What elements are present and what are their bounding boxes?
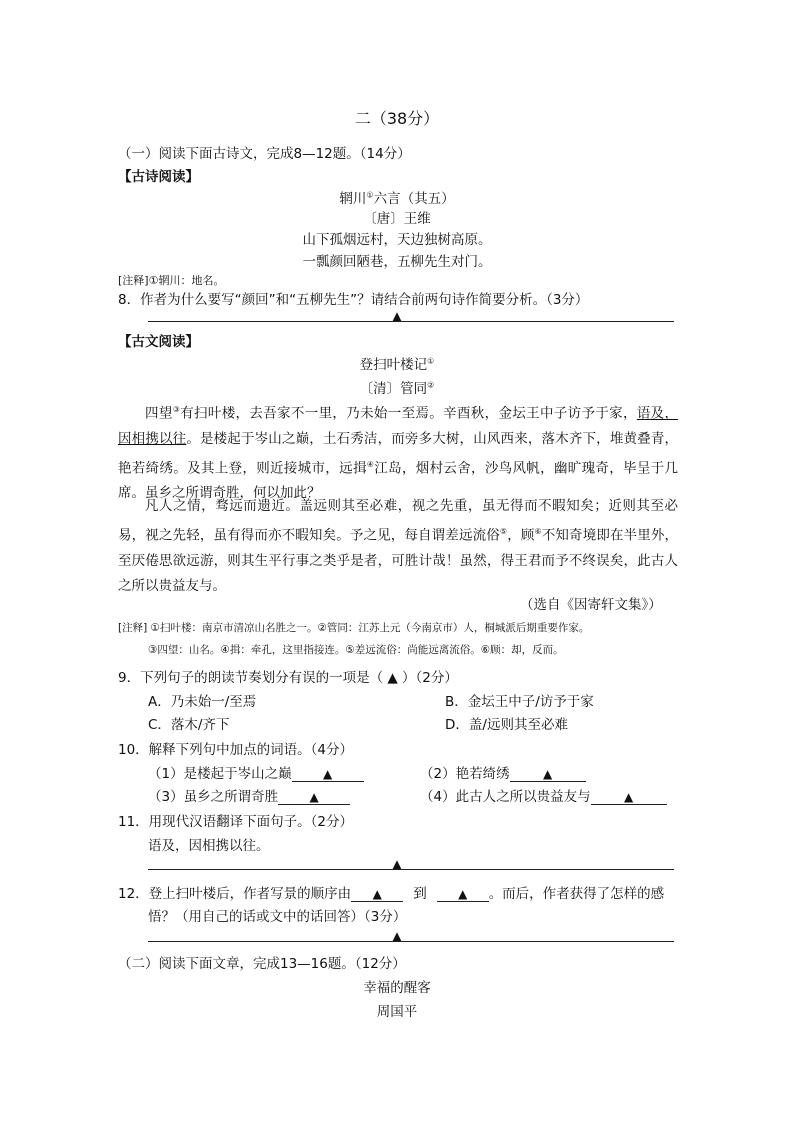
q9-option-b[interactable]: B．金坛王中子/访予于家 [445, 694, 594, 710]
question-10: 10．解释下列句中加点的词语。（4分） [118, 742, 354, 758]
prose-p1-a: 四望 [145, 405, 173, 422]
prose-p2-a: 凡人之情，骛远而遗近。盖远则其至必难，视之先重，虽无得而不暇知矣；近则其至必易，视之先轻，虽有得而亦不暇知矣。予之见，每自谓差远流俗 [118, 498, 678, 544]
q10-item-2-text: （2）艳若绮绣 [420, 766, 510, 782]
q10-item-3 [148, 785, 350, 805]
q10-item-3-text: （3）虽乡之所谓奇胜 [148, 789, 279, 805]
q9-option-a[interactable]: A．乃未始一/至焉 [148, 694, 257, 710]
q11-sentence: 语及，因相携以往。 [148, 838, 270, 854]
prose-note-line-1: [注释] ①扫叶楼：南京市清凉山名胜之一。②管同：江苏上元（今南京市）人，桐城派后期重要作家。 [118, 622, 590, 634]
prose-title-text: 登扫叶楼记 [359, 357, 428, 373]
question-9: 9．下列句子的朗读节奏划分有误的一项是（ ▲ ）（2分） [118, 670, 458, 686]
q12-blank-1[interactable]: ▲ [351, 887, 403, 902]
poem-note-mark: ① [366, 190, 374, 200]
prose-note-6: ⑥ [534, 527, 542, 536]
question-12 [118, 882, 664, 902]
q10-item-1 [148, 762, 364, 782]
prose-p1-d: 江岛，烟村云舍，沙鸟风帆，幽旷瑰奇，毕呈于几席。虽乡之所谓奇胜，何以加此？ [118, 460, 679, 501]
prose-source: （选自《因寄轩文集》） [520, 597, 662, 613]
prose-p1-c: 。是楼起于岑山之巅，土石秀洁，而旁多大树，山风西来，落木齐下，堆黄叠青，艳若绮绣。及其上登，则近接城市，远揖 [118, 430, 678, 476]
answer-line-8[interactable] [148, 321, 674, 322]
prose-author-note: ② [427, 380, 435, 390]
prose-note-5: ⑤ [499, 527, 508, 536]
prose-author-text: 〔清〕管同 [359, 381, 428, 397]
part1-instruction: （一）阅读下面古诗文，完成8—12题。（14分） [118, 146, 411, 162]
q12-blank-2[interactable]: ▲ [437, 887, 489, 902]
question-8: 8．作者为什么要写“颜回”和“五柳先生”？请结合前两句诗作简要分析。（3分） [118, 292, 589, 308]
answer-line-12[interactable] [148, 941, 674, 942]
prose-p2-b: ，顾 [507, 527, 535, 544]
poem-title-rest: 六言（其五） [373, 191, 455, 207]
article-title: 幸福的醒客 [363, 980, 431, 996]
q10-blank-3[interactable]: ▲ [278, 790, 350, 805]
prose-paragraph-2 [118, 494, 678, 594]
prose-note-line-2: ③四望：山名。④揖：牵孔，这里指接连。⑤差远流俗：尚能远离流俗。⑥顾：却，反而。 [148, 644, 564, 656]
q9-option-d[interactable]: D．盖/远则其至必难 [445, 717, 568, 733]
poem-author: 〔唐〕王维 [363, 211, 431, 227]
prose-p1-b: 有扫叶楼，去吾家不一里，乃未始一至焉。辛酉秋，金坛王中子访予于家， [180, 405, 637, 422]
prose-author [0, 377, 794, 397]
poem-title-name: 辋川 [339, 191, 367, 207]
answer-marker-8: ▲ [392, 309, 402, 323]
poem-note: [注释]①辋川：地名。 [118, 274, 225, 287]
prose-note-3: ③ [172, 405, 181, 414]
poem-heading: 【古诗阅读】 [118, 169, 199, 185]
prose-underlined-sentence: 语及，因相携以往 [118, 405, 679, 447]
q10-item-4 [420, 785, 667, 805]
answer-line-11[interactable] [148, 869, 674, 870]
q9-option-c[interactable]: C．落木/齐下 [148, 717, 230, 733]
q10-blank-2[interactable]: ▲ [510, 767, 586, 782]
prose-heading: 【古文阅读】 [118, 334, 199, 350]
prose-title [0, 353, 794, 373]
q10-blank-1[interactable]: ▲ [292, 767, 364, 782]
q12-text-mid: 到 [413, 886, 427, 902]
question-11: 11．用现代汉语翻译下面句子。（2分） [118, 814, 354, 830]
section-title: 二（38分） [354, 109, 440, 128]
q10-item-4-text: （4）此古人之所以贵益友与 [420, 789, 591, 805]
poem-line-1: 山下孤烟远村，天边独树高原。 [302, 232, 492, 248]
article-author: 周国平 [376, 1004, 418, 1020]
prose-p2-c: 不知奇境即在半里外，至厌倦思欲远游，则其生平行事之类乎是者，可胜计哉！虽然，得王君而予不终误矣，此古人之所以贵益友与。 [118, 527, 679, 594]
answer-marker-11: ▲ [392, 857, 402, 871]
q12-text-b: 。而后，作者获得了怎样的感 [488, 886, 665, 902]
part2-instruction: （二）阅读下面文章，完成13—16题。（12分） [118, 956, 406, 972]
poem-line-2: 一瓢颜回陋巷，五柳先生对门。 [302, 254, 492, 270]
q10-blank-4[interactable]: ▲ [591, 790, 667, 805]
q10-item-2 [420, 762, 586, 782]
q12-line-2: 悟？（用自己的话或文中的话回答）（3分） [148, 909, 407, 925]
q10-item-1-text: （1）是楼起于岑山之巅 [148, 766, 292, 782]
prose-note-4: ④ [366, 459, 375, 469]
poem-title [0, 187, 794, 207]
prose-paragraph-1 [118, 397, 679, 501]
prose-title-note: ① [427, 356, 435, 366]
answer-marker-12: ▲ [392, 929, 402, 943]
q12-text-a: 12．登上扫叶楼后，作者写景的顺序由 [118, 886, 352, 902]
